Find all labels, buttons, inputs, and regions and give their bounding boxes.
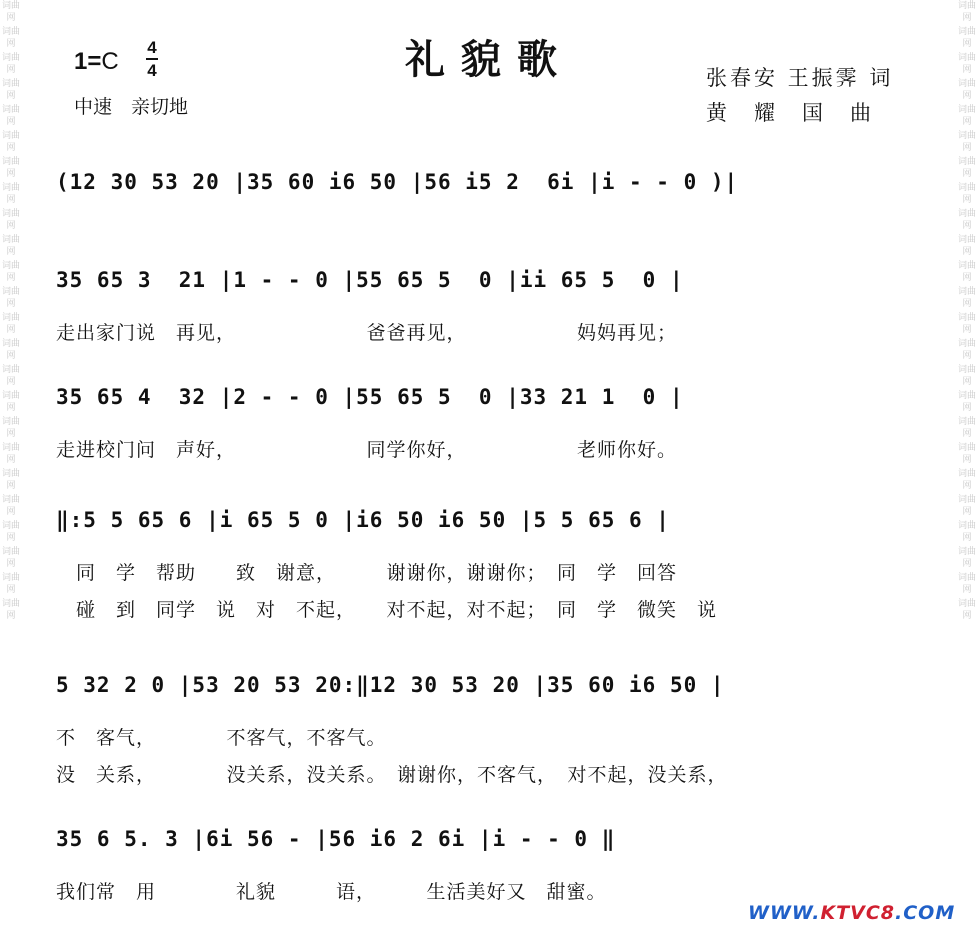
key-prefix: 1 — [74, 48, 88, 75]
watermark-text: 词曲网 — [2, 495, 21, 517]
notation-text: (12 30 53 20 |35 60 i6 50 |56 i5 2 6i |i - - 0 )| — [56, 170, 739, 194]
watermark-text: 词曲网 — [958, 261, 977, 283]
watermark-text: 词曲网 — [958, 521, 977, 543]
tempo-marking: 中速 亲切地 — [74, 96, 189, 118]
watermark-text: 词曲网 — [958, 183, 977, 205]
watermark-text: 词曲网 — [958, 131, 977, 153]
composer-credit: 黄耀国曲 — [706, 101, 898, 125]
watermark-text: 词曲网 — [958, 235, 977, 257]
watermark-text: 词曲网 — [958, 573, 977, 595]
staff-line — [56, 508, 916, 548]
watermark-text: 词曲网 — [958, 599, 977, 621]
staff-line — [56, 268, 916, 308]
brand-suffix: .COM — [895, 902, 956, 924]
lyric-line: 同 学 帮助 致 谢意， 谢谢你，谢谢你； 同 学 回答 — [56, 562, 678, 584]
meter-bar — [146, 58, 158, 60]
watermark-text: 词曲网 — [2, 79, 21, 101]
watermark-text: 词曲网 — [958, 443, 977, 465]
watermark-text: 词曲网 — [958, 105, 977, 127]
notation-text: 35 65 3 21 |1 - - 0 |55 65 5 0 |ii 65 5 0 | — [56, 268, 684, 292]
lyric-line: 没 关系， 没关系，没关系。 谢谢你，不客气， 对不起，没关系， — [56, 764, 728, 786]
staff-line — [56, 385, 916, 425]
watermark-text: 词曲网 — [958, 313, 977, 335]
key-signature — [74, 48, 119, 76]
watermark-text: 词曲网 — [2, 599, 21, 621]
watermark-text: 词曲网 — [958, 27, 977, 49]
time-signature — [146, 38, 158, 80]
brand-mid: KTVC8 — [820, 902, 896, 924]
watermark-text: 词曲网 — [2, 417, 21, 439]
watermark-text: 词曲网 — [2, 443, 21, 465]
watermark-text: 词曲网 — [958, 1, 977, 23]
watermark-text: 词曲网 — [958, 365, 977, 387]
staff-line — [56, 170, 916, 210]
watermark-text: 词曲网 — [2, 287, 21, 309]
watermark-text: 词曲网 — [2, 27, 21, 49]
left-watermark-strip — [2, 0, 20, 952]
lyric-line: 走进校门问 声好， 同学你好， 老师你好。 — [56, 439, 678, 461]
song-title: 礼貌歌 — [405, 36, 573, 83]
watermark-text: 词曲网 — [958, 53, 977, 75]
watermark-text: 词曲网 — [2, 547, 21, 569]
lyric-line: 走出家门说 再见， 爸爸再见， 妈妈再见； — [56, 322, 678, 344]
watermark-text: 词曲网 — [2, 131, 21, 153]
watermark-text: 词曲网 — [2, 53, 21, 75]
watermark-text: 词曲网 — [2, 105, 21, 127]
watermark-text: 词曲网 — [958, 547, 977, 569]
watermark-text: 词曲网 — [2, 573, 21, 595]
lyric-line: 碰 到 同学 说 对 不起， 对不起，对不起； 同 学 微笑 说 — [56, 599, 718, 621]
watermark-text: 词曲网 — [958, 417, 977, 439]
watermark-text: 词曲网 — [2, 1, 21, 23]
watermark-text: 词曲网 — [2, 391, 21, 413]
watermark-text: 词曲网 — [2, 157, 21, 179]
lyricist-credit: 张春安 王振霁 词 — [706, 66, 894, 90]
watermark-text: 词曲网 — [2, 313, 21, 335]
notation-text: 35 6 5. 3 |6i 56 - |56 i6 2 6i |i - - 0 ‖ — [56, 827, 616, 851]
lyric-line: 不 客气， 不客气，不客气。 — [56, 727, 387, 749]
watermark-text: 词曲网 — [958, 287, 977, 309]
watermark-text: 词曲网 — [2, 469, 21, 491]
notation-text: 5 32 2 0 |53 20 53 20:‖12 30 53 20 |35 60 i6 50 | — [56, 673, 725, 697]
watermark-text: 词曲网 — [958, 339, 977, 361]
right-watermark-strip — [958, 0, 976, 952]
watermark-text: 词曲网 — [958, 391, 977, 413]
key-equals: = — [87, 48, 102, 75]
meter-top: 4 — [147, 38, 157, 57]
meter-bottom: 4 — [147, 61, 157, 80]
lyric-line: 我们常 用 礼貌 语， 生活美好又 甜蜜。 — [56, 881, 607, 903]
watermark-text: 词曲网 — [958, 157, 977, 179]
watermark-text: 词曲网 — [2, 365, 21, 387]
staff-line — [56, 673, 916, 713]
staff-line — [56, 827, 916, 867]
key-note: C — [101, 48, 119, 75]
site-brand — [748, 902, 955, 924]
watermark-text: 词曲网 — [2, 521, 21, 543]
watermark-text: 词曲网 — [2, 339, 21, 361]
watermark-text: 词曲网 — [2, 235, 21, 257]
watermark-text: 词曲网 — [958, 469, 977, 491]
watermark-text: 词曲网 — [958, 79, 977, 101]
watermark-text: 词曲网 — [958, 495, 977, 517]
notation-text: 35 65 4 32 |2 - - 0 |55 65 5 0 |33 21 1 0 | — [56, 385, 684, 409]
watermark-text: 词曲网 — [2, 183, 21, 205]
watermark-text: 词曲网 — [958, 209, 977, 231]
notation-text: ‖:5 5 65 6 |i 65 5 0 |i6 50 i6 50 |5 5 65 6 | — [56, 508, 670, 532]
watermark-text: 词曲网 — [2, 209, 21, 231]
watermark-text: 词曲网 — [2, 261, 21, 283]
brand-prefix: WWW. — [748, 902, 821, 924]
